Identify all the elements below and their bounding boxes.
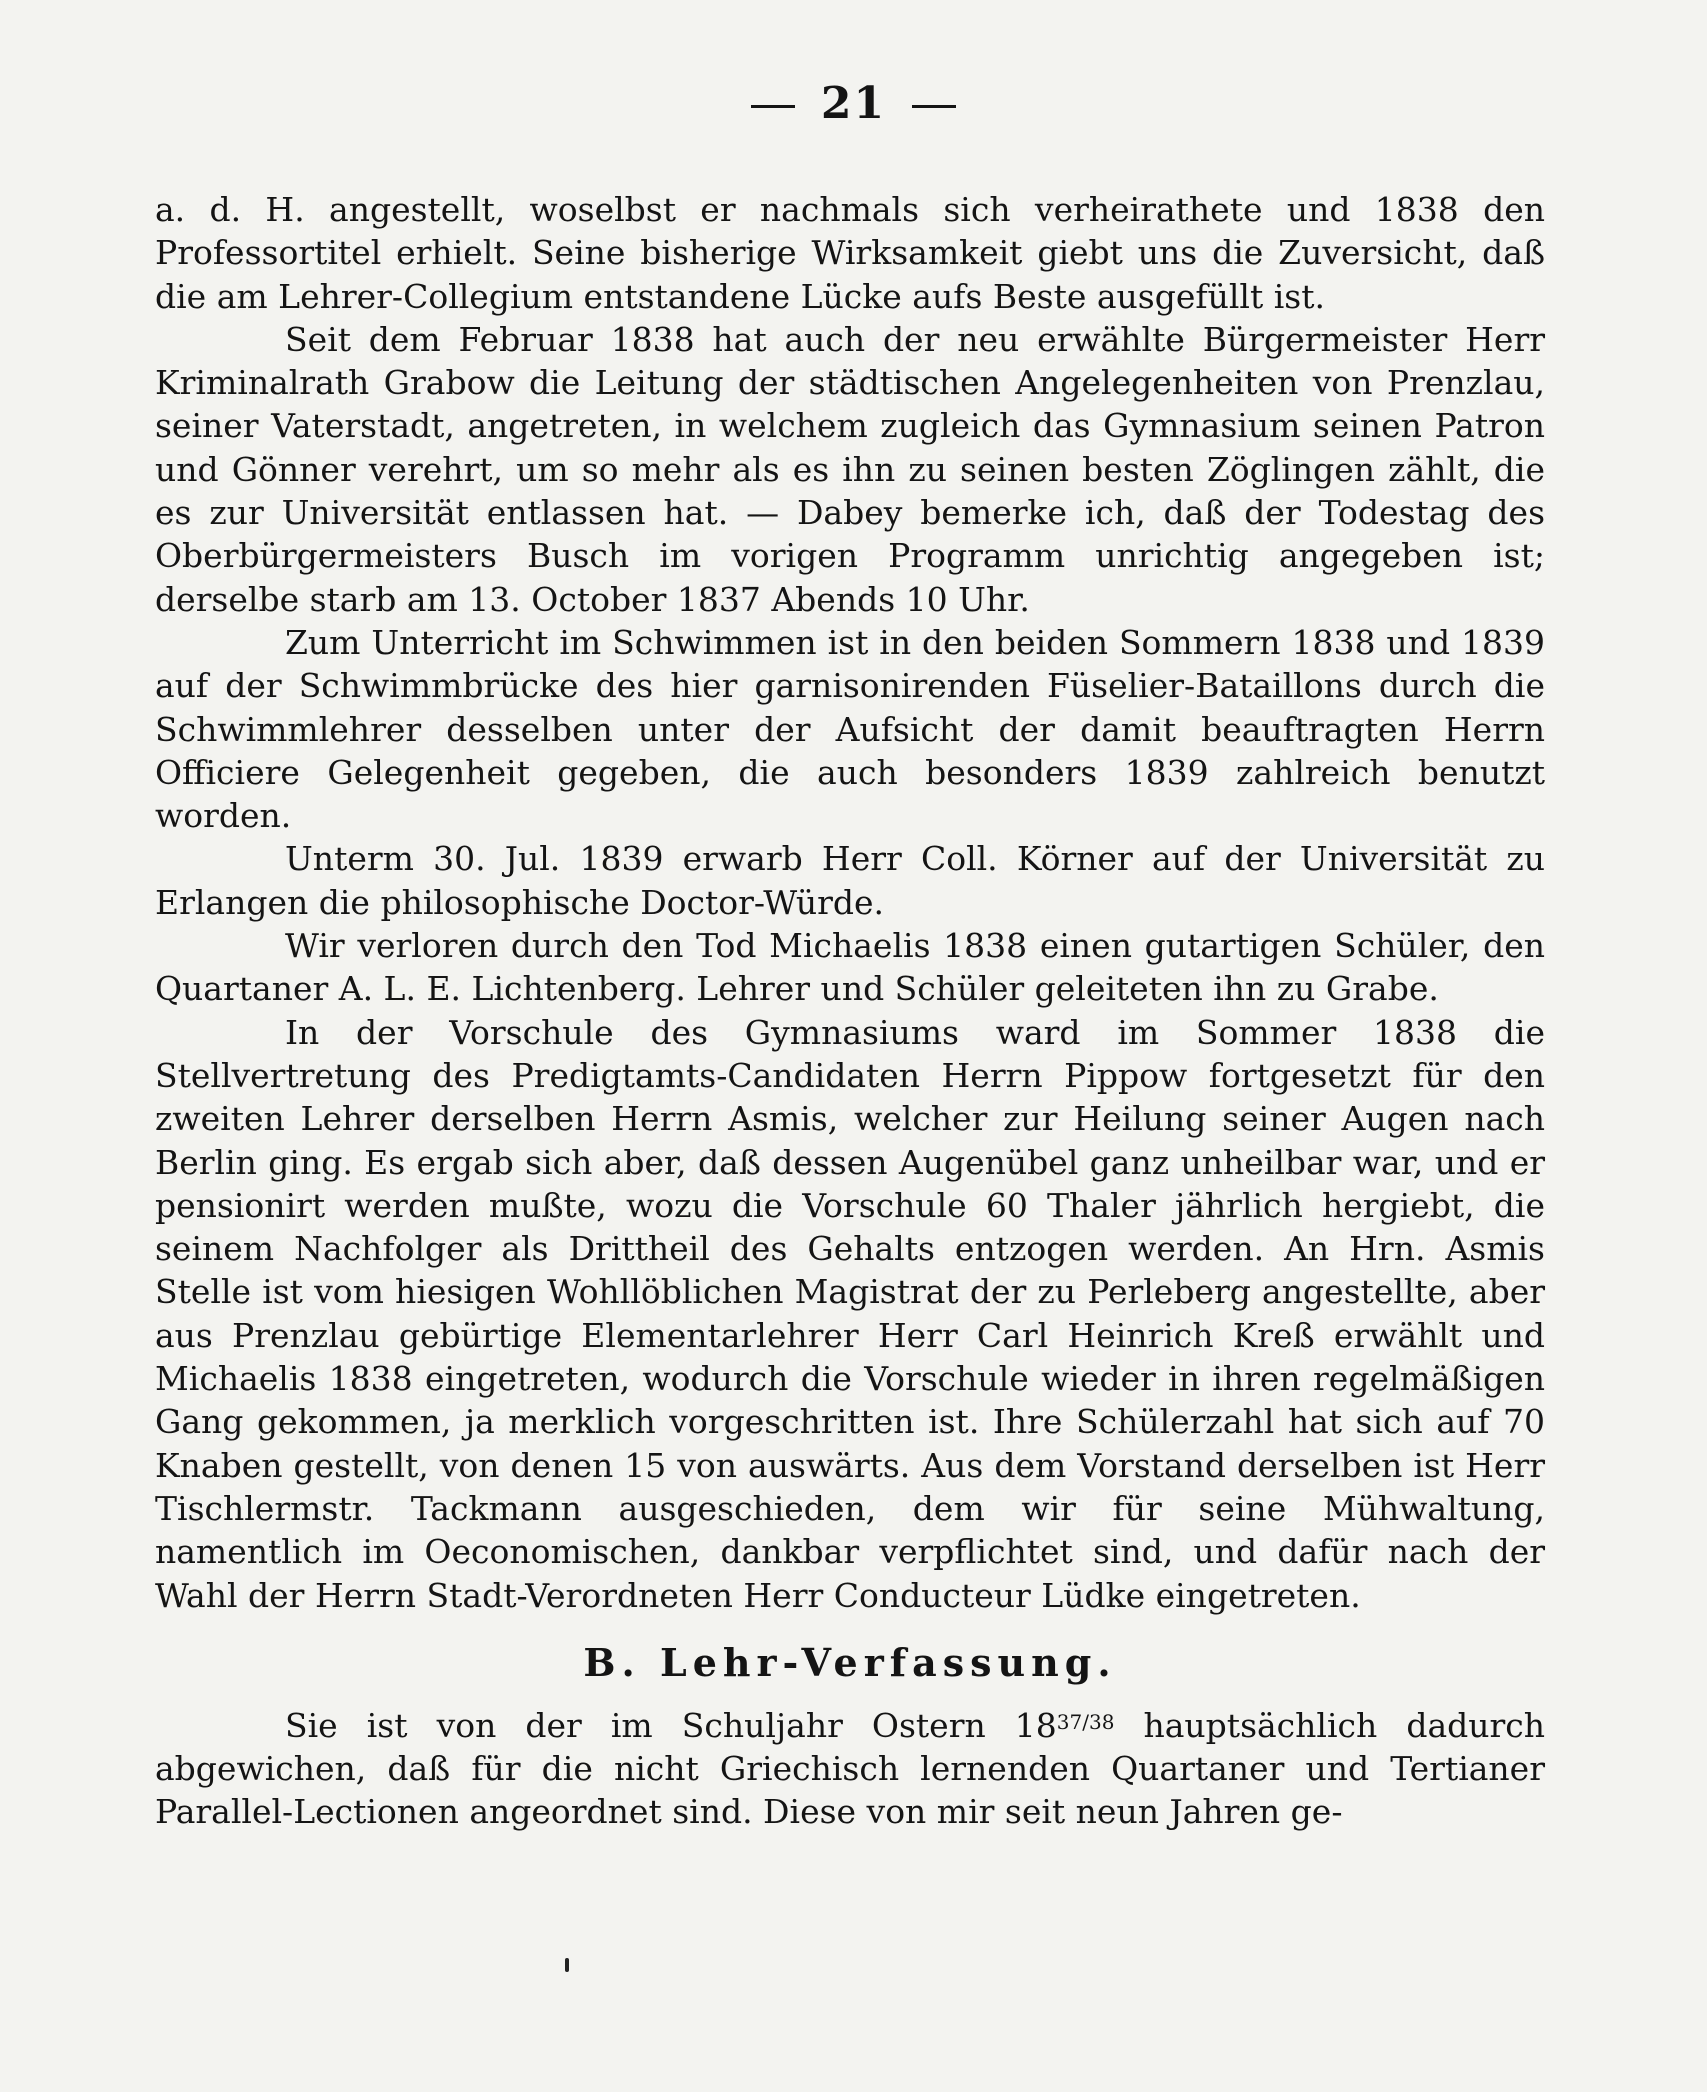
page-number-text: 21 [820,78,887,129]
paragraph-lichtenberg: Wir verloren durch den Tod Michaelis 1838 einen gutartigen Schüler, den Quartaner A. L. E. Lichtenberg. Lehrer und Schüler geleiteten ihn zu Grabe. [155,926,1545,1009]
paragraph-continuation: a. d. H. angestellt, woselbst er nachmals sich verheirathete und 1838 den Professortitel erhielt. Seine bisherige Wirksamkeit giebt uns die Zuversicht, daß die am Lehrer-Collegium entstandene Lücke aufs Beste ausgefüllt ist. [155,190,1545,316]
paragraph-schwimmen: Zum Unterricht im Schwimmen ist in den beiden Sommern 1838 und 1839 auf der Schwimmbrücke des hier garnisonirenden Füselier-Bataillons durch die Schwimmlehrer desselben unter der Aufsicht der damit beauftragten Herrn Officiere Gelegenheit gegeben, die auch besonders 1839 zahlreich benutzt worden. [155,622,1545,836]
year-fraction: 37/38 [1056,1709,1115,1734]
page-number-dash-left [751,105,795,108]
final-text-start: Sie ist von der im Schuljahr Ostern 18 [285,1705,1057,1745]
paragraph-vorschule: In der Vorschule des Gymnasiums ward im Sommer 1838 die Stellvertretung des Predigtamts-Candidaten Herrn Pippow fortgesetzt für den zweiten Lehrer derselben Herrn Asmis, welcher zur Heilung seiner Augen nach Berlin ging. Es ergab sich aber, daß dessen Augenübel ganz unheilbar war, und er pensionirt werden mußte, wozu die Vorschule 60 Thaler jährlich hergiebt, die seinem Nachfolger als Drittheil des Gehalts entzogen werden. An Hrn. Asmis Stelle ist vom hiesigen Wohllöblichen Magistrat der zu Perleberg angestellte, aber aus Prenzlau gebürtige Elementarlehrer Herr Carl Heinrich Kreß erwählt und Michaelis 1838 eingetreten, wodurch die Vorschule wieder in ihren regelmäßigen Gang gekommen, ja merklich vorgeschritten ist. Ihre Schülerzahl hat sich auf 70 Knaben gestellt, von denen 15 von auswärts. Aus dem Vorstand derselben ist Herr Tischlermstr. Tackmann ausgeschieden, dem wir für seine Mühwaltung, namentlich im Oeconomischen, dankbar verpflichtet sind, und dafür nach der Wahl der Herrn Stadt-Verordneten Herr Conducteur Lüdke eingetreten. [155,1012,1545,1615]
section-heading: B. Lehr-Verfassung. [583,1639,1117,1685]
ink-mark [565,1958,569,1972]
paragraph-doctor-wuerde: Unterm 30. Jul. 1839 erwarb Herr Coll. Körner auf der Universität zu Erlangen die philosophische Doctor-Würde. [155,839,1545,922]
page-number [0,78,1707,129]
page-number-dash-right [912,105,956,108]
paragraph-lehr-verfassung [155,1701,1545,1834]
final-text-end: hauptsächlich dadurch abgewichen, daß für die nicht Griechisch lernenden Quartaner und Tertianer Parallel-Lectionen angeordnet sind. Diese von mir seit neun Jahren ge- [155,1705,1546,1832]
body-text [155,188,1545,1834]
paragraph-buergermeister: Seit dem Februar 1838 hat auch der neu erwählte Bürgermeister Herr Kriminalrath Grabow die Leitung der städtischen Angelegenheiten von Prenzlau, seiner Vaterstadt, angetreten, in welchem zugleich das Gymnasium seinen Patron und Gönner verehrt, um so mehr als es ihn zu seinen besten Zöglingen zählt, die es zur Universität entlassen hat. — Dabey bemerke ich, daß der Todestag des Oberbürgermeisters Busch im vorigen Programm unrichtig angegeben ist; derselbe starb am 13. October 1837 Abends 10 Uhr. [155,319,1545,619]
